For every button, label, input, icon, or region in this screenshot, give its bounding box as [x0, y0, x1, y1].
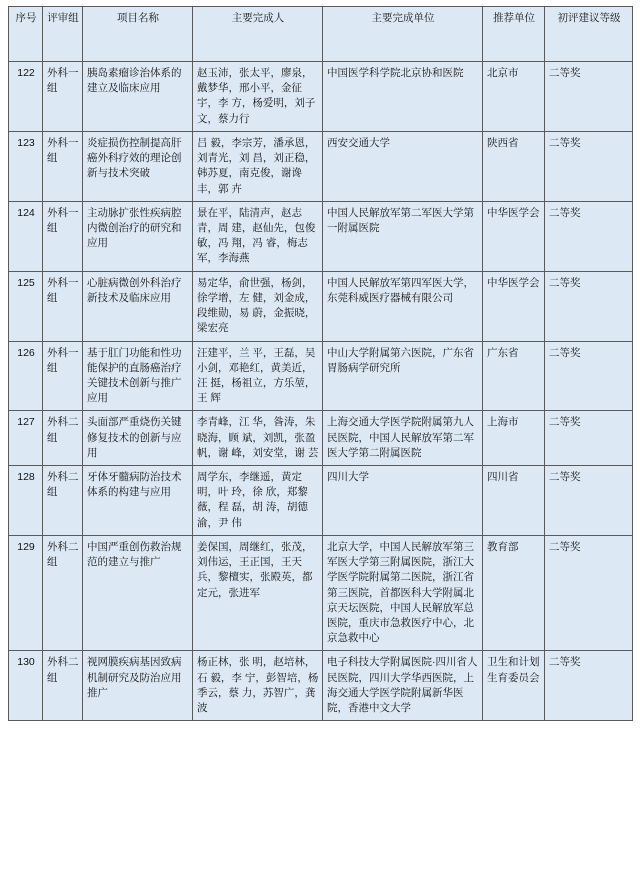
cell-level: 二等奖 — [545, 62, 633, 132]
cell-recommender: 教育部 — [483, 535, 545, 651]
cell-title: 胰岛素瘤诊治体系的建立及临床应用 — [83, 62, 193, 132]
cell-recommender: 广东省 — [483, 341, 545, 411]
cell-units: 电子科技大学附属医院·四川省人民医院，四川大学华西医院，上海交通大学医学院附属新华医院，香港中文大学 — [323, 651, 483, 721]
cell-people: 杨正林，张 明，赵培林，石 毅，李 宁，彭智培，杨季云，蔡 力，苏智广，龚 波 — [193, 651, 323, 721]
cell-title: 中国严重创伤救治规范的建立与推广 — [83, 535, 193, 651]
cell-group: 外科一组 — [43, 131, 83, 201]
cell-group: 外科二组 — [43, 535, 83, 651]
cell-recommender: 四川省 — [483, 466, 545, 536]
cell-group: 外科二组 — [43, 466, 83, 536]
cell-seq: 123 — [9, 131, 43, 201]
column-header-people: 主要完成人 — [193, 7, 323, 62]
cell-seq: 130 — [9, 651, 43, 721]
cell-people: 李青峰，江 华，昝涛，朱晓海，顾 斌，刘凯，张盈帆，谢 峰，刘安堂，谢 芸 — [193, 411, 323, 466]
table-header-row — [9, 7, 633, 62]
cell-people: 易定华，俞世强，杨剑，徐学增，左 健，刘金成，段维勋，易 蔚，金振晓，梁宏亮 — [193, 271, 323, 341]
cell-level: 二等奖 — [545, 131, 633, 201]
cell-level: 二等奖 — [545, 201, 633, 271]
cell-level: 二等奖 — [545, 651, 633, 721]
cell-seq: 129 — [9, 535, 43, 651]
table-row — [9, 271, 633, 341]
table-row — [9, 131, 633, 201]
cell-people: 汪建平，兰 平，王磊，吴小剑，邓艳红，黄美近，汪 挺，杨祖立，方乐堃，王 辉 — [193, 341, 323, 411]
cell-title: 牙体牙髓病防治技术体系的构建与应用 — [83, 466, 193, 536]
cell-group: 外科一组 — [43, 62, 83, 132]
cell-units: 上海交通大学医学院附属第九人民医院，中国人民解放军第二军医大学第二附属医院 — [323, 411, 483, 466]
award-table — [8, 6, 633, 721]
cell-units: 北京大学，中国人民解放军第三军医大学第三附属医院，浙江大学医学院附属第二医院，浙江省第三医院，首都医科大学附属北京天坛医院，中国人民解放军总医院，重庆市急救医疗中心，北京急救中心 — [323, 535, 483, 651]
cell-seq: 128 — [9, 466, 43, 536]
cell-people: 姜保国，周继红，张茂，刘伟运，王正国，王天兵，黎檀实，张殿英，都定元，张进军 — [193, 535, 323, 651]
cell-title: 炎症损伤控制提高肝癌外科疗效的理论创新与技术突破 — [83, 131, 193, 201]
cell-title: 头面部严重烧伤关键修复技术的创新与应用 — [83, 411, 193, 466]
cell-group: 外科一组 — [43, 201, 83, 271]
table-row — [9, 62, 633, 132]
column-header-recommender: 推荐单位 — [483, 7, 545, 62]
column-header-level: 初评建议等级 — [545, 7, 633, 62]
column-header-group: 评审组 — [43, 7, 83, 62]
table-header — [9, 7, 633, 62]
cell-title: 视网膜疾病基因致病机制研究及防治应用推广 — [83, 651, 193, 721]
cell-recommender: 中华医学会 — [483, 201, 545, 271]
cell-seq: 122 — [9, 62, 43, 132]
cell-units: 中国医学科学院北京协和医院 — [323, 62, 483, 132]
cell-level: 二等奖 — [545, 466, 633, 536]
cell-seq: 124 — [9, 201, 43, 271]
cell-level: 二等奖 — [545, 271, 633, 341]
cell-recommender: 上海市 — [483, 411, 545, 466]
cell-units: 中山大学附属第六医院，广东省胃肠病学研究所 — [323, 341, 483, 411]
table-row — [9, 535, 633, 651]
cell-units: 中国人民解放军第二军医大学第一附属医院 — [323, 201, 483, 271]
column-header-seq: 序号 — [9, 7, 43, 62]
cell-units: 西安交通大学 — [323, 131, 483, 201]
table-row — [9, 466, 633, 536]
cell-people: 景在平，陆清声，赵志青，周 建，赵仙先，包俊敏，冯 翔，冯 睿，梅志军，李海燕 — [193, 201, 323, 271]
cell-people: 周学东，李继遥，黄定明，叶 玲，徐 欣，郑黎薇，程 磊，胡 涛，胡德渝，尹 伟 — [193, 466, 323, 536]
table-row — [9, 201, 633, 271]
cell-title: 心脏病微创外科治疗新技术及临床应用 — [83, 271, 193, 341]
cell-recommender: 卫生和计划生育委员会 — [483, 651, 545, 721]
cell-group: 外科一组 — [43, 341, 83, 411]
cell-level: 二等奖 — [545, 341, 633, 411]
cell-title: 基于肛门功能和性功能保护的直肠癌治疗关键技术创新与推广应用 — [83, 341, 193, 411]
column-header-title: 项目名称 — [83, 7, 193, 62]
cell-units: 四川大学 — [323, 466, 483, 536]
table-row — [9, 651, 633, 721]
cell-people: 吕 毅，李宗芳，潘承恩，刘青光，刘 昌，刘正稳，韩苏夏，南克俊，谢谗丰，郭 卉 — [193, 131, 323, 201]
cell-seq: 125 — [9, 271, 43, 341]
column-header-units: 主要完成单位 — [323, 7, 483, 62]
cell-recommender: 中华医学会 — [483, 271, 545, 341]
cell-group: 外科二组 — [43, 411, 83, 466]
table-row — [9, 341, 633, 411]
cell-recommender: 陕西省 — [483, 131, 545, 201]
table-row — [9, 411, 633, 466]
cell-group: 外科一组 — [43, 271, 83, 341]
cell-seq: 127 — [9, 411, 43, 466]
table-body — [9, 62, 633, 721]
cell-recommender: 北京市 — [483, 62, 545, 132]
cell-seq: 126 — [9, 341, 43, 411]
cell-units: 中国人民解放军第四军医大学，东莞科威医疗器械有限公司 — [323, 271, 483, 341]
cell-group: 外科二组 — [43, 651, 83, 721]
cell-title: 主动脉扩张性疾病腔内微创治疗的研究和应用 — [83, 201, 193, 271]
cell-level: 二等奖 — [545, 535, 633, 651]
cell-level: 二等奖 — [545, 411, 633, 466]
cell-people: 赵玉沛，张太平，廖泉，戴梦华，邢小平，金征宇，李 方，杨爱明，刘子文，蔡力行 — [193, 62, 323, 132]
